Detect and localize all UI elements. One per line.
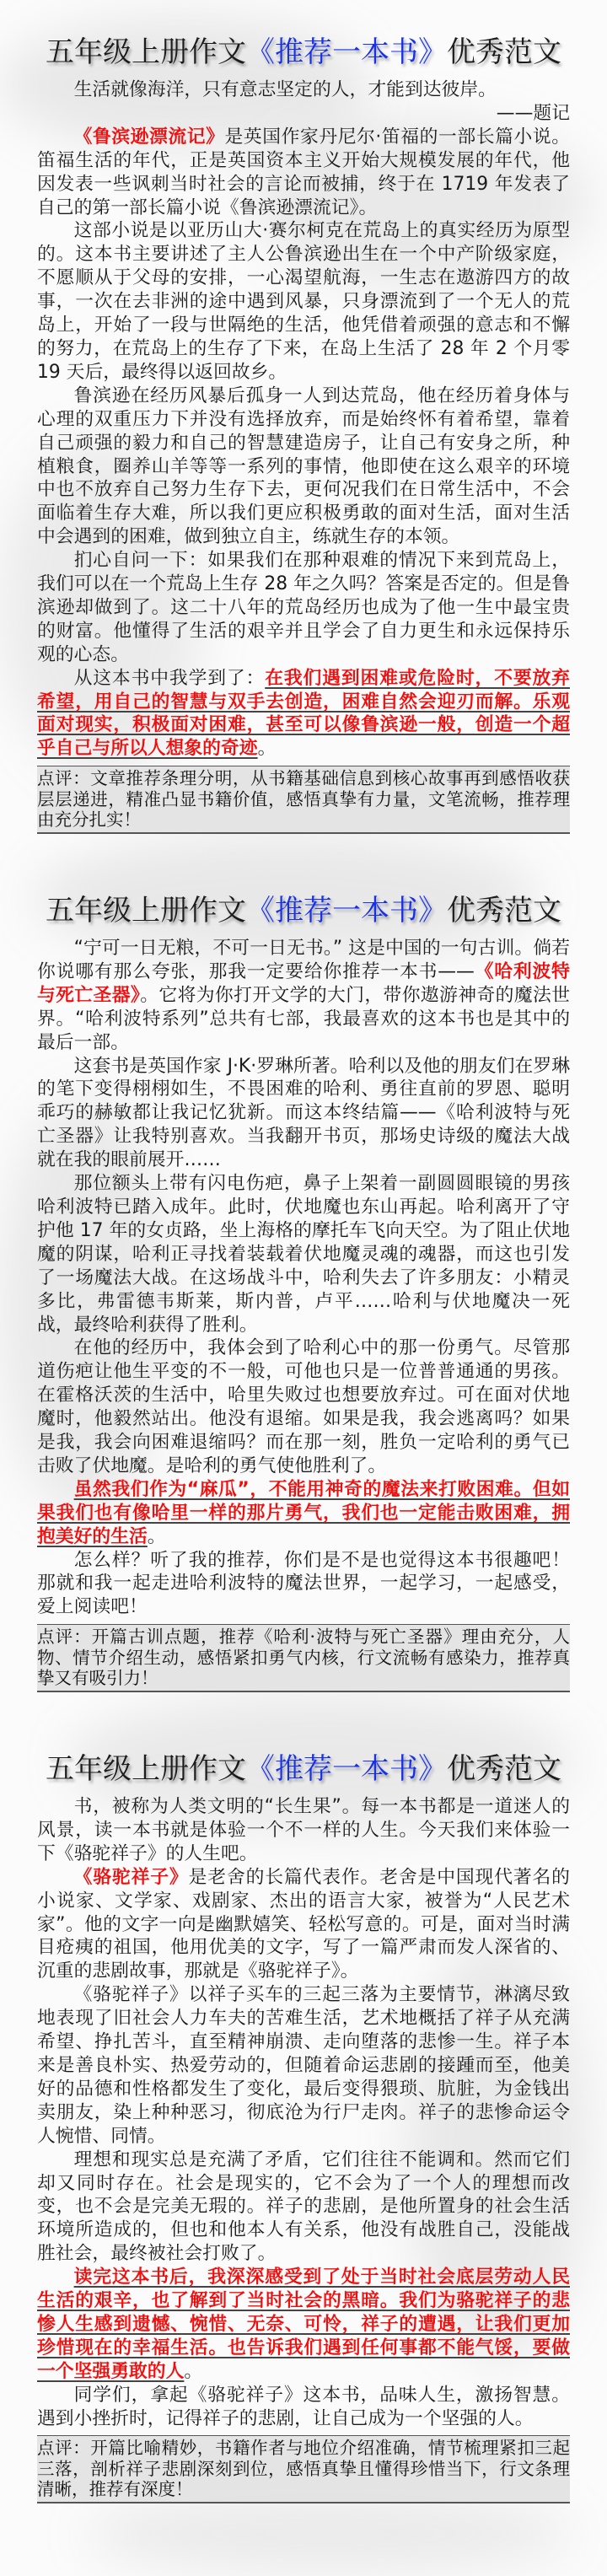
paragraph-text: 是英国作家丹尼尔·笛福的一部长篇小说。笛福生活的年代，正是英国资本主义开始大规模发展的年代，他因发表一些讽刺当时社会的言论而被捕，终于在 1719 年发表了自己的第一部长篇小说《鲁滨逊漂流记》。	[37, 126, 570, 218]
paragraph-text: 。	[147, 1525, 166, 1547]
title-book-name: 《推荐一本书》	[246, 894, 447, 928]
paragraph	[37, 549, 570, 667]
teacher-comment-box: 点评：文章推荐条理分明，从书籍基础信息到核心故事再到感悟收获层层递进，精准凸显书籍价值，感悟真挚有力量，文笔流畅，推荐理由充分扎实！	[37, 766, 570, 834]
paragraph	[37, 1866, 570, 1984]
paragraph	[37, 1055, 570, 1173]
paragraph-text: 。它将为你打开文学的大门，带你遨游神奇的魔法世界。“哈利波特系列”总共有七部，我最喜欢的这本书也是其中的最后一部。	[37, 984, 570, 1053]
paragraph	[37, 2266, 570, 2384]
ink-wash-background	[84, 2496, 573, 2572]
paragraph	[37, 1795, 570, 1866]
teacher-comment-box: 点评：开篇比喻精妙，书籍作者与地位介绍准确，情节梳理紧扣三起三落，剖析祥子悲剧深刻到位，感悟真挚且懂得珍惜当下，行文条理清晰，推荐有深度！	[37, 2435, 570, 2503]
essay-title	[37, 1748, 570, 1790]
paragraph	[37, 219, 570, 384]
paragraph-text: 那位额头上带有闪电伤疤，鼻子上架着一副圆圆眼镜的男孩哈利波特已踏入成年。此时，伏地魔也东山再起。哈利离开了守护他 17 年的女贞路，坐上海格的摩托车飞向天空。为了阻止伏地魔的阴谋，哈利正寻找着装载着伏地魔灵魂的魂器，而这也引发了一场魔法大战。在这场战斗中，哈利失去了许多朋友：小精灵多比，弗雷德韦斯莱，斯内普，卢平……哈利与伏地魔决一死战，最终哈利获得了胜利。	[37, 1173, 570, 1336]
paragraph-text: 扪心自问一下：如果我们在那种艰难的情况下来到荒岛上，我们可以在一个荒岛上生存 28 年之久吗？答案是否定的。但是鲁滨逊却做到了。这二十八年的荒岛经历也成为了他一生中最宝贵的财富。他懂得了生活的艰辛并且学会了自力更生和永远保持乐观的心态。	[37, 550, 570, 665]
paragraph-text: 在他的经历中，我体会到了哈利心中的那一份勇气。尽管那道伤疤让他生平变的不一般，可他也只是一位普普通通的男孩。在霍格沃茨的生活中，哈里失败过也想要放弃过。可在面对伏地魔时，他毅然站出。他没有退缩。如果是我，我会逃离吗？如果是我，我会向困难退缩吗？而在那一刻，胜负一定哈利的勇气已击败了伏地魔。是哈利的勇气使他胜利了。	[37, 1337, 570, 1476]
paragraph	[37, 2384, 570, 2431]
book-title-highlight: 《哈利波特与死亡圣器》	[37, 960, 570, 1006]
paragraph	[37, 385, 570, 549]
paragraph-text: 是老舍的长篇代表作。老舍是中国现代著名的小说家、文学家、戏剧家、杰出的语言大家，被誉为“人民艺术家”。他的文字一向是幽默嬉笑、轻松写意的。可是，面对当时满目疮痍的祖国，他用优美的文字，写了一篇严肃而发人深省的、沉重的悲剧故事，那就是《骆驼祥子》。	[37, 1866, 570, 1982]
paragraph-text: 生活就像海洋，只有意志坚定的人，才能到达彼岸。	[73, 79, 497, 100]
paragraph-text: ——题记	[496, 102, 570, 124]
paragraph	[37, 937, 570, 1055]
paragraph	[37, 667, 570, 761]
paragraph-text: 从这本书中我学到了：	[73, 667, 266, 689]
paragraph-text: 这套书是英国作家 J·K·罗琳所著。哈利以及他的朋友们在罗琳的笔下变得栩栩如生，不畏困难的哈利、勇往直前的罗恩、聪明乖巧的赫敏都让我记忆犹新。而这本终结篇——《哈利波特与死亡圣器》让我特别喜欢。当我翻开书页，那场史诗级的魔法大战就在我的眼前展开……	[37, 1055, 570, 1171]
essay-section-3	[37, 1748, 570, 2503]
paragraph	[37, 1172, 570, 1336]
paragraph-text: 理想和现实总是充满了矛盾，它们往往不能调和。然而它们却又同时存在。社会是现实的，它不会为了一个人的理想而改变，也不会是完美无瑕的。祥子的悲剧，是他所置身的社会生活环境所造成的，但也和他本人有关系，他没有战胜自己，没能战胜社会，最终被社会打败了。	[37, 2148, 570, 2265]
key-insight-highlight: 读完这本书后，我深深感受到了处于当时社会底层劳动人民生活的艰辛，也了解到了当时社会的黑暗。我们为骆驼祥子的悲惨人生感到遗憾、惋惜、无奈、可怜，祥子的遭遇，让我们更加珍惜现在的幸福生活。也告诉我们遇到任何事都不能气馁，要做一个坚强勇敢的人	[37, 2267, 570, 2382]
paragraph	[37, 1336, 570, 1477]
paragraph	[37, 2148, 570, 2267]
essay-body	[37, 937, 570, 1619]
paragraph	[37, 1478, 570, 1549]
title-book-name: 《推荐一本书》	[246, 35, 447, 69]
title-prefix: 五年级上册作文	[46, 894, 246, 928]
essay-title	[37, 890, 570, 932]
paragraph	[37, 1549, 570, 1620]
paragraph-text: 《骆驼祥子》以祥子买车的三起三落为主要情节，淋漓尽致地表现了旧社会人力车夫的苦难生活，艺术地概括了祥子从充满希望、挣扎苦斗，直至精神崩溃、走向堕落的悲惨一生。祥子本来是善良朴实、热爱劳动的，但随着命运悲剧的接踵而至，他美好的品德和性格都发生了变化，最后变得猥琐、肮脏，为金钱出卖朋友，染上种种恶习，彻底沧为行尸走肉。祥子的悲惨命运令人惋惜、同情。	[37, 1984, 570, 2147]
essay-section-2	[37, 890, 570, 1692]
title-prefix: 五年级上册作文	[46, 35, 246, 69]
paragraph-text: 。	[257, 738, 277, 760]
paragraph	[37, 126, 570, 220]
epigraph-attribution	[37, 102, 570, 126]
paragraph	[37, 1983, 570, 2148]
title-book-name: 《推荐一本书》	[246, 1752, 447, 1786]
essay-body	[37, 78, 570, 761]
title-suffix: 优秀范文	[447, 1752, 561, 1786]
book-title-highlight: 《骆驼祥子》	[73, 1866, 189, 1888]
key-insight-highlight: 虽然我们作为“麻瓜”，不能用神奇的魔法来打败困难。但如果我们也有像哈里一样的那片勇气，我们也一定能击败困难，拥抱美好的生活	[37, 1478, 570, 1547]
paragraph	[37, 78, 570, 102]
paragraph-text: 这部小说是以亚历山大·赛尔柯克在荒岛上的真实经历为原型的。这本书主要讲述了主人公鲁滨逊出生在一个中产阶级家庭，不愿顺从于父母的安排，一心渴望航海，一生志在遨游四方的故事，一次在去非洲的途中遇到风暴，只身漂流到了一个无人的荒岛上，开始了一段与世隔绝的生活，他凭借着顽强的意志和不懈的努力，在荒岛上的生存了下来，在岛上生活了 28 年 2 个月零 19 天后，最终得以返回故乡。	[37, 220, 570, 383]
paragraph-text: 。	[184, 2360, 203, 2382]
teacher-comment-box: 点评：开篇古训点题，推荐《哈利·波特与死亡圣器》理由充分，人物、情节介绍生动，感悟紧扣勇气内核，行文流畅有感染力，推荐真挚又有吸引力！	[37, 1624, 570, 1692]
title-prefix: 五年级上册作文	[46, 1752, 246, 1786]
book-title-highlight: 《鲁滨逊漂流记》	[73, 126, 225, 148]
paragraph-text: 怎么样？听了我的推荐，你们是不是也觉得这本书很趣吧！那就和我一起走进哈利波特的魔法世界，一起学习，一起感受，爱上阅读吧！	[37, 1549, 570, 1618]
essay-title	[37, 31, 570, 73]
title-suffix: 优秀范文	[447, 35, 561, 69]
paragraph-text: 鲁滨逊在经历风暴后孤身一人到达荒岛，他在经历着身体与心理的双重压力下并没有选择放弃，而是始终怀有着希望，靠着自己顽强的毅力和自己的智慧建造房子，让自己有安身之所，种植粮食，圈养山羊等等一系列的事情，他即使在这么艰辛的环境中也不放弃自己努力生存下去，更何况我们在日常生活中，不会面临着生存大难，所以我们更应积极勇敢的面对生活，面对生活中会遇到的困难，做到独立自主，练就生存的本领。	[37, 385, 570, 548]
essay-section-1	[37, 31, 570, 834]
paragraph-text: 同学们，拿起《骆驼祥子》这本书，品味人生，激扬智慧。遇到小挫折时，记得祥子的悲剧，让自己成为一个坚强的人。	[37, 2384, 570, 2429]
paragraph-text: “宁可一日无粮，不可一日无书。” 这是中国的一句古训。倘若你说哪有那么夸张，那我一定要给你推荐一本书——	[37, 938, 570, 982]
paragraph-text: 书，被称为人类文明的“长生果”。每一本书都是一道迷人的风景，读一本书就是体验一个不一样的人生。今天我们来体验一下《骆驼祥子》的人生吧。	[37, 1796, 570, 1864]
key-insight-highlight: 在我们遇到困难或危险时，不要放弃希望，用自己的智慧与双手去创造，困难自然会迎刃而解。乐观面对现实，积极面对困难，甚至可以像鲁滨逊一般，创造一个超乎自己与所以人想象的奇迹	[37, 667, 570, 760]
essay-body	[37, 1795, 570, 2430]
title-suffix: 优秀范文	[447, 894, 561, 928]
